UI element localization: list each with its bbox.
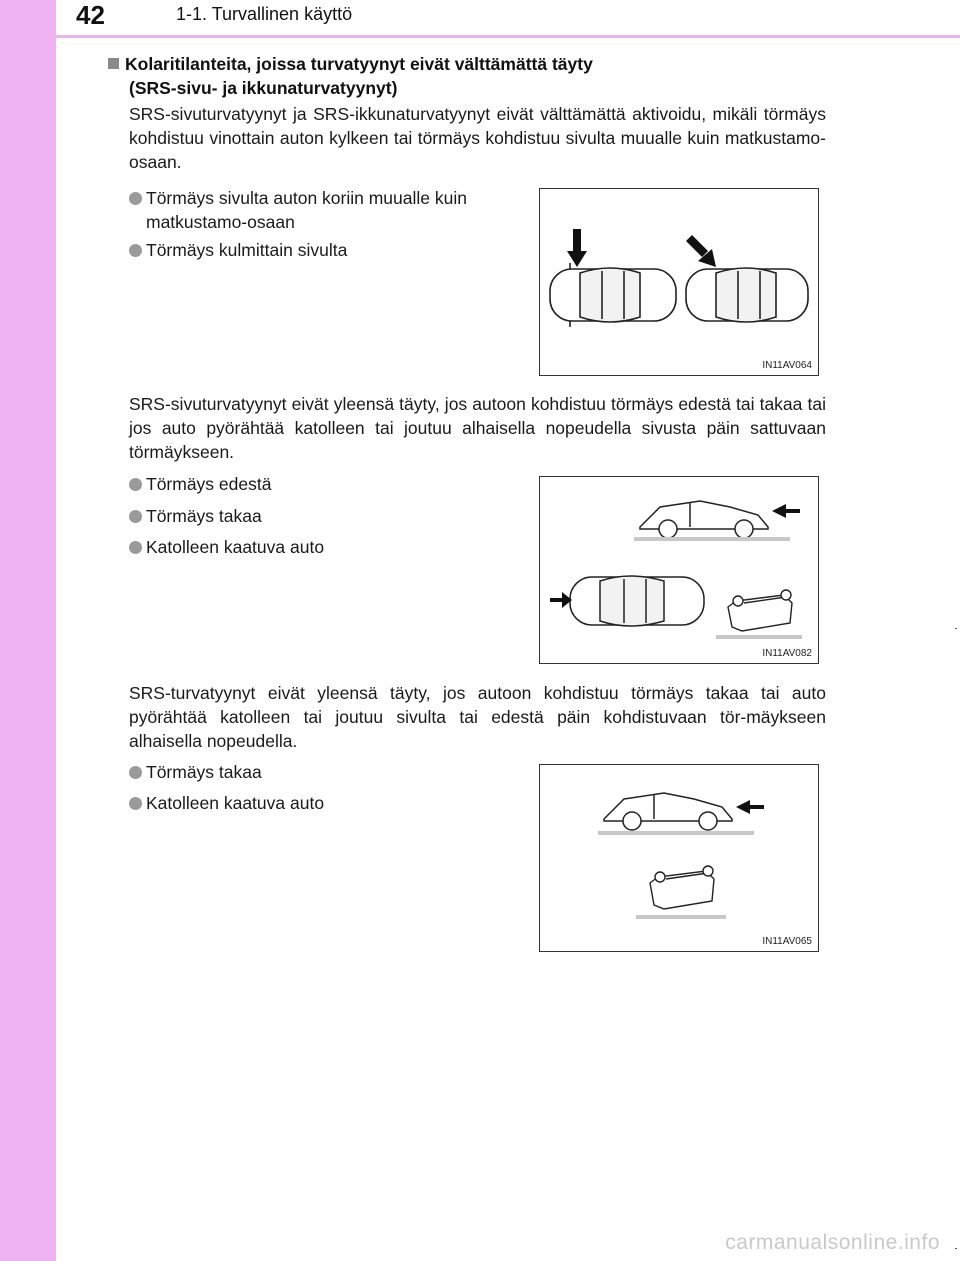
car-top-view-icon	[570, 576, 704, 626]
bullet-dot-icon	[129, 766, 142, 779]
crop-mark	[955, 1248, 957, 1249]
bullet-item	[129, 760, 262, 784]
bullet-item	[129, 791, 324, 815]
rolled-over-car-icon	[650, 866, 714, 909]
bullet-text: Törmäys takaa	[146, 762, 262, 782]
front-rear-rollover-illustration	[540, 477, 818, 663]
paragraph-1: SRS-sivuturvatyynyt ja SRS-ikkunaturvatyynyt eivät välttämättä aktivoidu, mikäli törmäys kohdistuu vinottain auton kylkeen tai törmäys kohdistuu sivulta muualle kuin matkustamo-osaan.	[129, 104, 826, 172]
ground-line	[634, 537, 790, 541]
section-heading	[108, 52, 848, 100]
bullet-item	[129, 535, 324, 559]
car-side-view-icon	[640, 501, 768, 538]
heading-line-1: Kolaritilanteita, joissa turvatyynyt eivät välttämättä täyty	[125, 54, 593, 74]
crop-mark	[955, 628, 957, 629]
car-side-view-icon	[604, 793, 732, 830]
figure-front-rear-rollover	[539, 476, 819, 664]
impact-arrow-icon	[567, 229, 587, 267]
bullet-text-continued: matkustamo-osaan	[146, 212, 295, 232]
bullet-dot-icon	[129, 192, 142, 205]
ground-line	[636, 915, 726, 919]
figure-rear-rollover	[539, 764, 819, 952]
bullet-text: Katolleen kaatuva auto	[146, 793, 325, 813]
side-color-strip	[0, 0, 56, 1261]
rear-impact-arrow-icon	[772, 504, 800, 518]
figure-code: IN11AV065	[762, 936, 812, 947]
car-top-view-icon	[550, 263, 676, 327]
side-impact-illustration	[540, 189, 818, 375]
bullet-dot-icon	[129, 541, 142, 554]
bullet-dot-icon	[129, 478, 142, 491]
section-title: 1-1. Turvallinen käyttö	[176, 4, 353, 24]
bullet-dot-icon	[129, 797, 142, 810]
bullet-text: Törmäys edestä	[146, 474, 272, 494]
rear-impact-arrow-icon	[736, 800, 764, 814]
heading-square-icon	[108, 58, 119, 69]
bullet-item	[129, 504, 262, 528]
watermark: carmanualsonline.info	[725, 1231, 940, 1254]
diagonal-impact-arrow-icon	[686, 235, 716, 267]
figure-code: IN11AV064	[762, 360, 812, 371]
bullet-text: Törmäys kulmittain sivulta	[146, 240, 348, 260]
bullet-dot-icon	[129, 510, 142, 523]
figure-code: IN11AV082	[762, 648, 812, 659]
bullet-text: Törmäys takaa	[146, 506, 262, 526]
figure-side-impacts	[539, 188, 819, 376]
bullet-item	[129, 472, 271, 496]
page-number: 42	[76, 0, 105, 30]
bullet-text: Katolleen kaatuva auto	[146, 537, 325, 557]
rolled-over-car-icon	[728, 590, 792, 631]
rear-rollover-illustration	[540, 765, 818, 951]
bullet-item	[129, 238, 347, 262]
front-impact-arrow-icon	[550, 592, 572, 608]
heading-line-2: (SRS-sivu- ja ikkunaturvatyynyt)	[129, 78, 398, 98]
car-top-view-icon	[686, 268, 808, 322]
ground-line	[716, 635, 802, 639]
ground-line	[598, 831, 754, 835]
header-rule	[56, 35, 960, 38]
paragraph-2: SRS-sivuturvatyynyt eivät yleensä täyty, jos autoon kohdistuu törmäys edestä tai takaa tai jos auto pyörähtää katolleen tai joutuu alhaisella nopeudella sivusta päin sattuvaan törmäykseen.	[129, 394, 826, 462]
bullet-text: Törmäys sivulta auton koriin muualle kuin	[146, 188, 467, 208]
paragraph-3: SRS-turvatyynyt eivät yleensä täyty, jos autoon kohdistuu törmäys takaa tai auto pyörähtää katolleen tai joutuu sivulta tai edestä päin kohdistuvaan tör-mäykseen alhaisella nopeudella.	[129, 683, 826, 751]
bullet-item	[129, 186, 467, 234]
bullet-dot-icon	[129, 244, 142, 257]
